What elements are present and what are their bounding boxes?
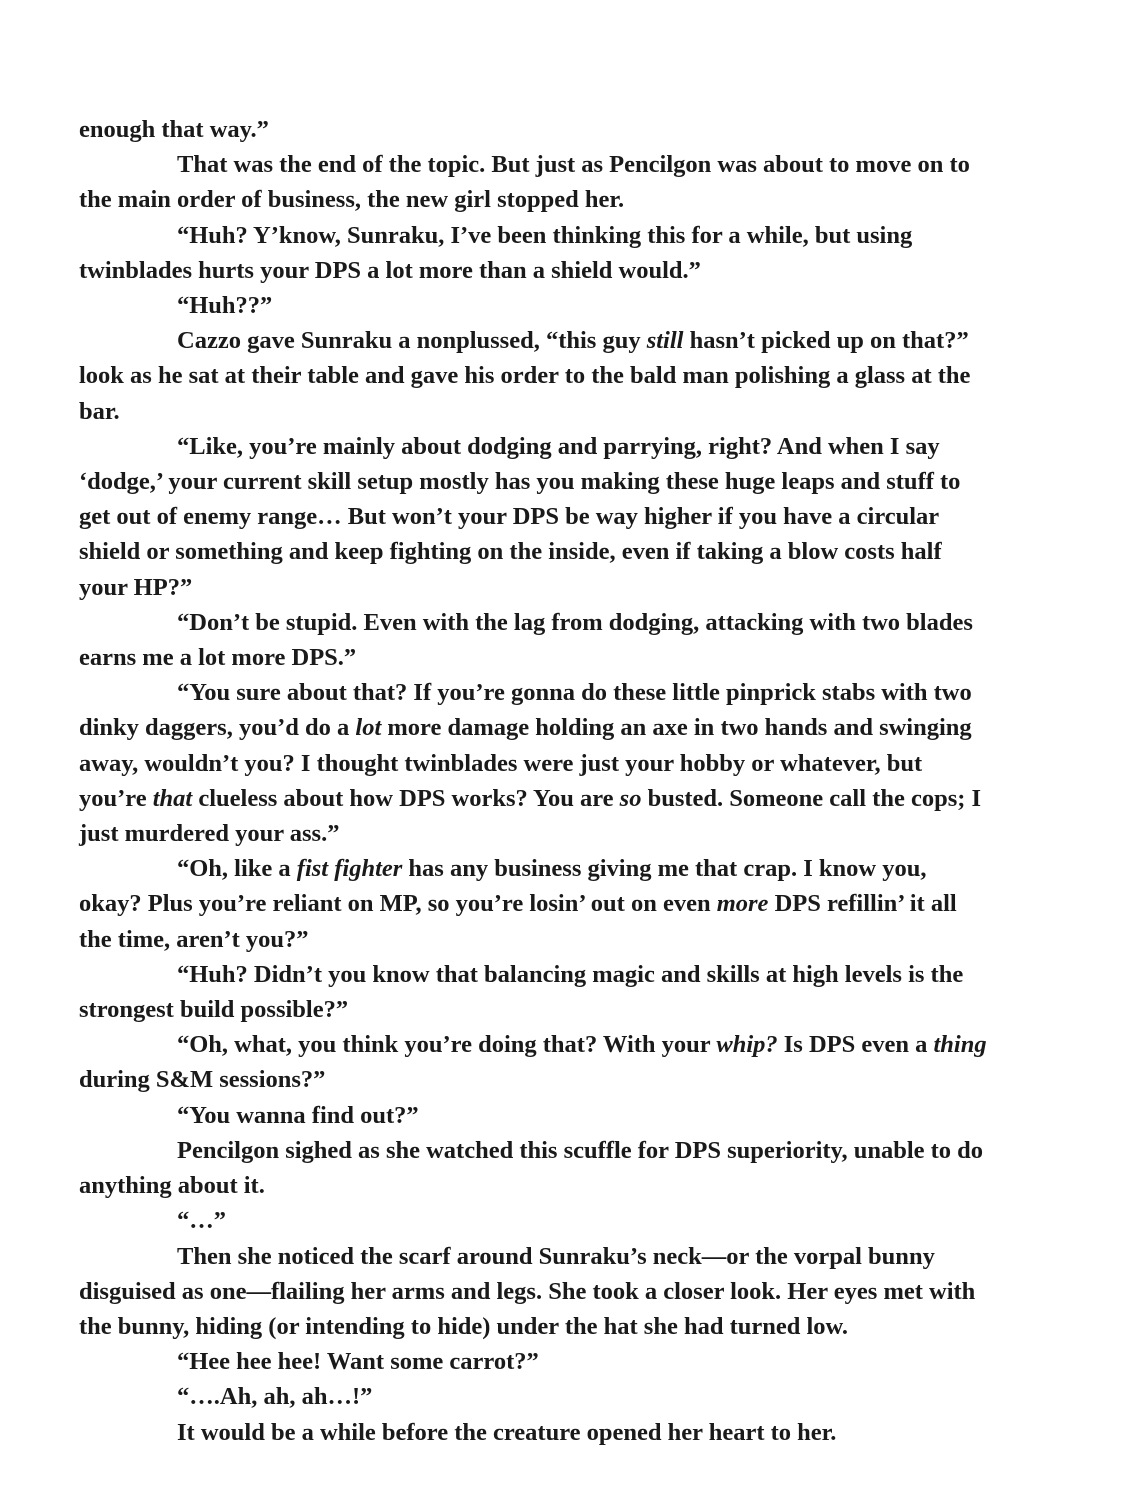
paragraph xyxy=(79,429,989,605)
document-page xyxy=(79,112,989,1450)
paragraph xyxy=(79,675,989,851)
text-run: “….Ah, ah, ah…!” xyxy=(177,1383,373,1411)
emphasis-text: whip? xyxy=(716,1031,778,1059)
text-run: Cazzo gave Sunraku a nonplussed, “this guy xyxy=(177,327,647,355)
paragraph xyxy=(79,957,989,1027)
text-run: “Huh??” xyxy=(177,292,273,320)
paragraph xyxy=(79,1133,989,1203)
text-run: “Huh? Y’know, Sunraku, I’ve been thinking this for a while, but using twinblades hurts your DPS a lot more than a shield would.” xyxy=(79,221,913,284)
emphasis-text: so xyxy=(619,784,642,812)
text-run: “You sure about that? If you’re gonna do these little pinprick stabs with two dinky daggers, you’d do a xyxy=(79,679,972,742)
paragraph xyxy=(79,605,989,675)
text-run: Pencilgon sighed as she watched this scuffle for DPS superiority, unable to do anything about it. xyxy=(79,1136,984,1200)
emphasis-text: more xyxy=(716,890,769,918)
text-run: It would be a while before the creature opened her heart to her. xyxy=(177,1418,837,1446)
text-run: That was the end of the topic. But just as Pencilgon was about to move on to the main order of business, the new girl stopped her. xyxy=(79,151,970,214)
paragraph xyxy=(79,288,989,323)
paragraph xyxy=(79,112,989,147)
text-run: clueless about how DPS works? You are xyxy=(192,784,620,812)
text-run: “Hee hee hee! Want some carrot?” xyxy=(177,1348,539,1376)
text-run: “Oh, like a xyxy=(177,855,297,883)
text-run: busted. Someone call the cops; I just murdered your ass.” xyxy=(79,784,982,848)
text-run: more damage holding an axe in two hands and swinging away, wouldn’t you? I thought twinblades were just your hobby or whatever, but you’re xyxy=(79,714,972,812)
paragraph xyxy=(79,1203,989,1238)
text-run: has any business giving me that crap. I know you, okay? Plus you’re reliant on MP, so you’re losin’ out on even xyxy=(79,855,927,918)
text-run: hasn’t picked up on that?” look as he sat at their table and gave his order to the bald man polishing a glass at the bar. xyxy=(79,327,971,425)
paragraph xyxy=(79,1344,989,1379)
emphasis-text: thing xyxy=(933,1031,987,1059)
paragraph xyxy=(79,1239,989,1345)
emphasis-text: that xyxy=(152,784,193,812)
text-run: “Don’t be stupid. Even with the lag from dodging, attacking with two blades earns me a lot more DPS.” xyxy=(79,608,973,672)
text-run: Is DPS even a xyxy=(777,1031,934,1059)
paragraph xyxy=(79,1379,989,1414)
paragraph xyxy=(79,1415,989,1450)
text-run: Then she noticed the scarf around Sunraku’s neck—or the vorpal bunny disguised as one—flailing her arms and legs. She took a closer look. Her eyes met with the bunny, hiding (or intending to hide) under the hat she had turned low. xyxy=(79,1242,976,1340)
text-run: “…” xyxy=(177,1207,226,1235)
paragraph xyxy=(79,1098,989,1133)
emphasis-text: fist fighter xyxy=(296,855,403,883)
text-run: “Like, you’re mainly about dodging and parrying, right? And when I say ‘dodge,’ your current skill setup mostly has you making these huge leaps and stuff to get out of enemy range… But won’t your DPS be way higher if you have a circular shield or something and keep fighting on the inside, even if taking a blow costs half your HP?” xyxy=(79,432,961,601)
text-run: “Oh, what, you think you’re doing that? With your xyxy=(177,1031,717,1059)
paragraph xyxy=(79,1027,989,1097)
text-run: “Huh? Didn’t you know that balancing magic and skills at high levels is the strongest build possible?” xyxy=(79,960,964,1024)
emphasis-text: lot xyxy=(355,714,382,742)
text-run: during S&M sessions?” xyxy=(79,1066,326,1094)
text-run: DPS refillin’ it all the time, aren’t you?” xyxy=(79,890,957,953)
paragraph xyxy=(79,147,989,217)
text-run: “You wanna find out?” xyxy=(177,1101,419,1129)
emphasis-text: still xyxy=(646,327,684,355)
paragraph xyxy=(79,218,989,288)
text-run: enough that way.” xyxy=(79,116,269,143)
paragraph xyxy=(79,323,989,429)
paragraph xyxy=(79,851,989,957)
